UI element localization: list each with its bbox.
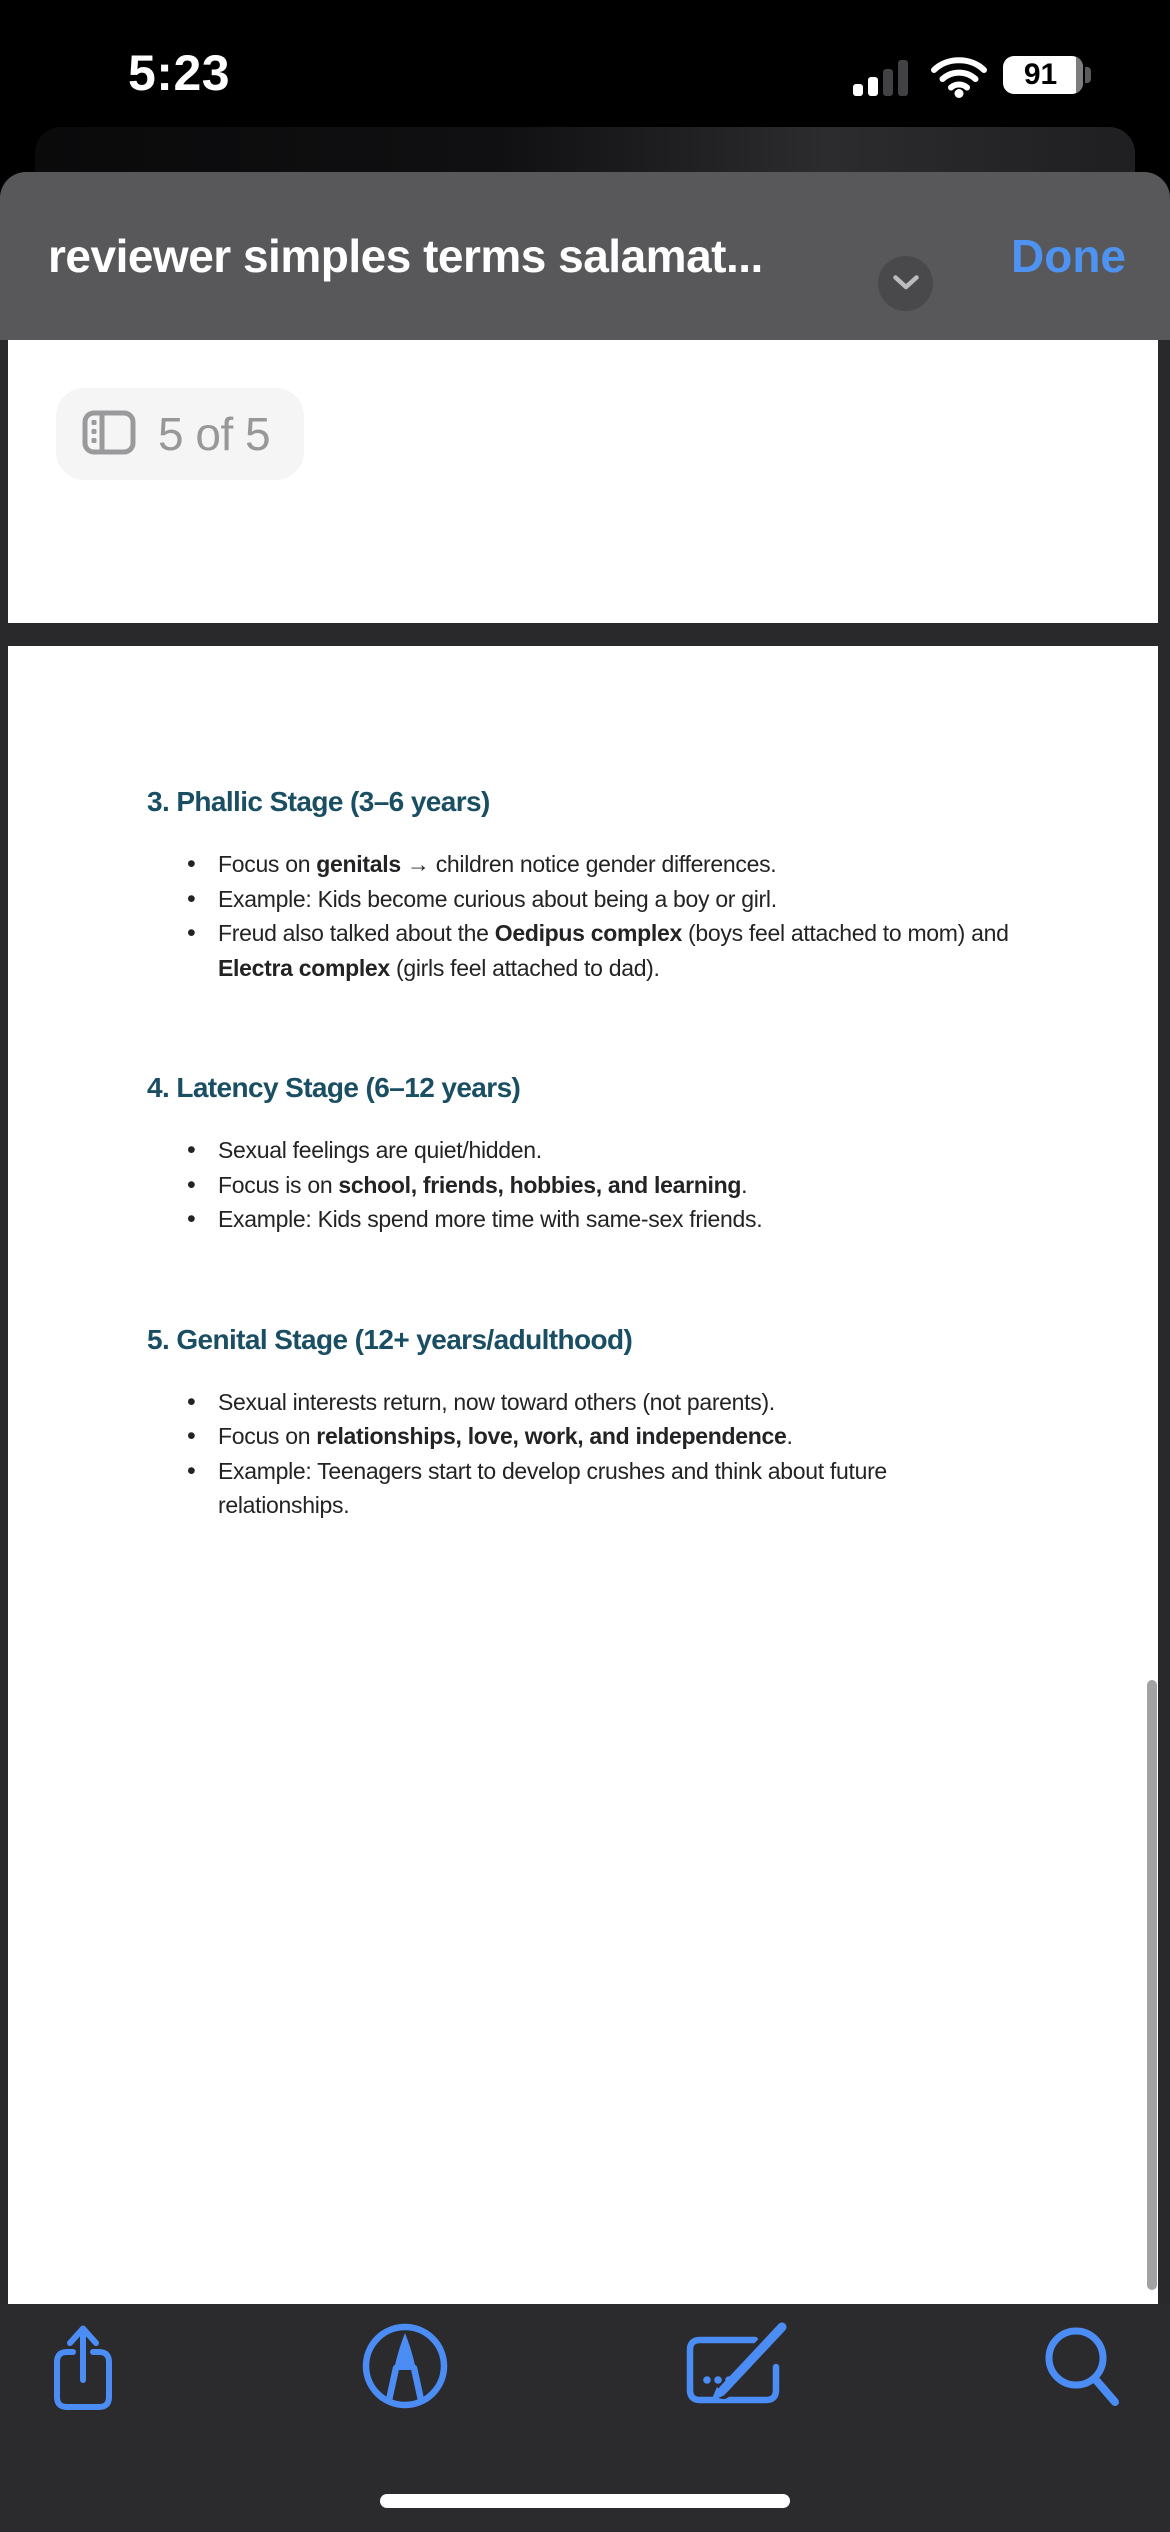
- bullet-item: • Focus is on school, friends, hobbies, and learning.: [218, 1168, 1063, 1203]
- bullet-item: • Sexual interests return, now toward others (not parents).: [218, 1385, 1063, 1420]
- signal-bar-1: [853, 84, 863, 96]
- signal-bar-2: [868, 77, 878, 96]
- document-title: reviewer simples terms salamat...: [48, 230, 763, 282]
- section-bullet-list: [147, 1385, 1078, 1523]
- sidebar-pages-icon: [82, 410, 136, 458]
- battery-percent: 91: [1023, 58, 1058, 91]
- battery-unfilled: [1076, 56, 1083, 94]
- background-app-card: [35, 127, 1135, 173]
- battery-icon: [1003, 56, 1091, 94]
- bullet-item: • Sexual feelings are quiet/hidden.: [218, 1133, 1063, 1168]
- document-content: [8, 646, 1158, 1523]
- document-section: [147, 1071, 1078, 1237]
- fill-and-sign-icon: [683, 2320, 795, 2415]
- share-icon: [47, 2318, 119, 2417]
- section-heading: 5. Genital Stage (12+ years/adulthood): [147, 1323, 633, 1355]
- wifi-icon: [930, 54, 988, 103]
- share-button[interactable]: [28, 2312, 138, 2422]
- previous-page-bottom: [8, 340, 1158, 623]
- section-bullet-list: [147, 847, 1078, 985]
- bullet-item: • Example: Kids spend more time with same-sex friends.: [218, 1202, 1063, 1237]
- markup-pencil-tip-icon: [358, 2319, 452, 2416]
- document-page: [8, 646, 1158, 2304]
- document-scroll-area: [0, 340, 1170, 2304]
- document-section: [147, 785, 1078, 985]
- page-indicator-label: 5 of 5: [158, 408, 271, 460]
- chevron-down-icon: [892, 274, 920, 294]
- fill-and-sign-button[interactable]: [684, 2312, 794, 2422]
- bullet-item: • Focus on genitals → children notice gender differences.: [218, 847, 1063, 882]
- section-heading: 4. Latency Stage (6–12 years): [147, 1072, 521, 1103]
- signal-bar-3: [883, 69, 893, 96]
- bullet-item: • Example: Kids become curious about being a boy or girl.: [218, 882, 1063, 917]
- signal-bar-4: [898, 60, 908, 96]
- cellular-signal-icon: [853, 56, 915, 96]
- bullet-item: • Focus on relationships, love, work, and independence.: [218, 1419, 1063, 1454]
- page-indicator[interactable]: [56, 388, 304, 480]
- done-button[interactable]: Done: [1011, 172, 1126, 340]
- battery-body: [1003, 56, 1083, 94]
- search-icon: [1040, 2323, 1124, 2412]
- preview-header: [0, 172, 1170, 340]
- collapse-button[interactable]: [878, 256, 933, 311]
- document-section: [147, 1323, 1078, 1523]
- bullet-item: • Freud also talked about the Oedipus complex (boys feel attached to mom) and Electra complex (girls feel attached to dad).: [218, 916, 1063, 985]
- section-heading: 3. Phallic Stage (3–6 years): [147, 786, 490, 817]
- home-indicator[interactable]: [380, 2494, 790, 2508]
- bullet-item: • Example: Teenagers start to develop crushes and think about future relationships.: [218, 1454, 1063, 1523]
- bottom-toolbar: [0, 2304, 1170, 2532]
- battery-nub: [1085, 67, 1091, 83]
- scrollbar-thumb[interactable]: [1147, 1680, 1157, 2290]
- section-bullet-list: [147, 1133, 1078, 1237]
- status-bar-time: 5:23: [128, 45, 231, 101]
- markup-button[interactable]: [350, 2312, 460, 2422]
- search-button[interactable]: [1027, 2312, 1137, 2422]
